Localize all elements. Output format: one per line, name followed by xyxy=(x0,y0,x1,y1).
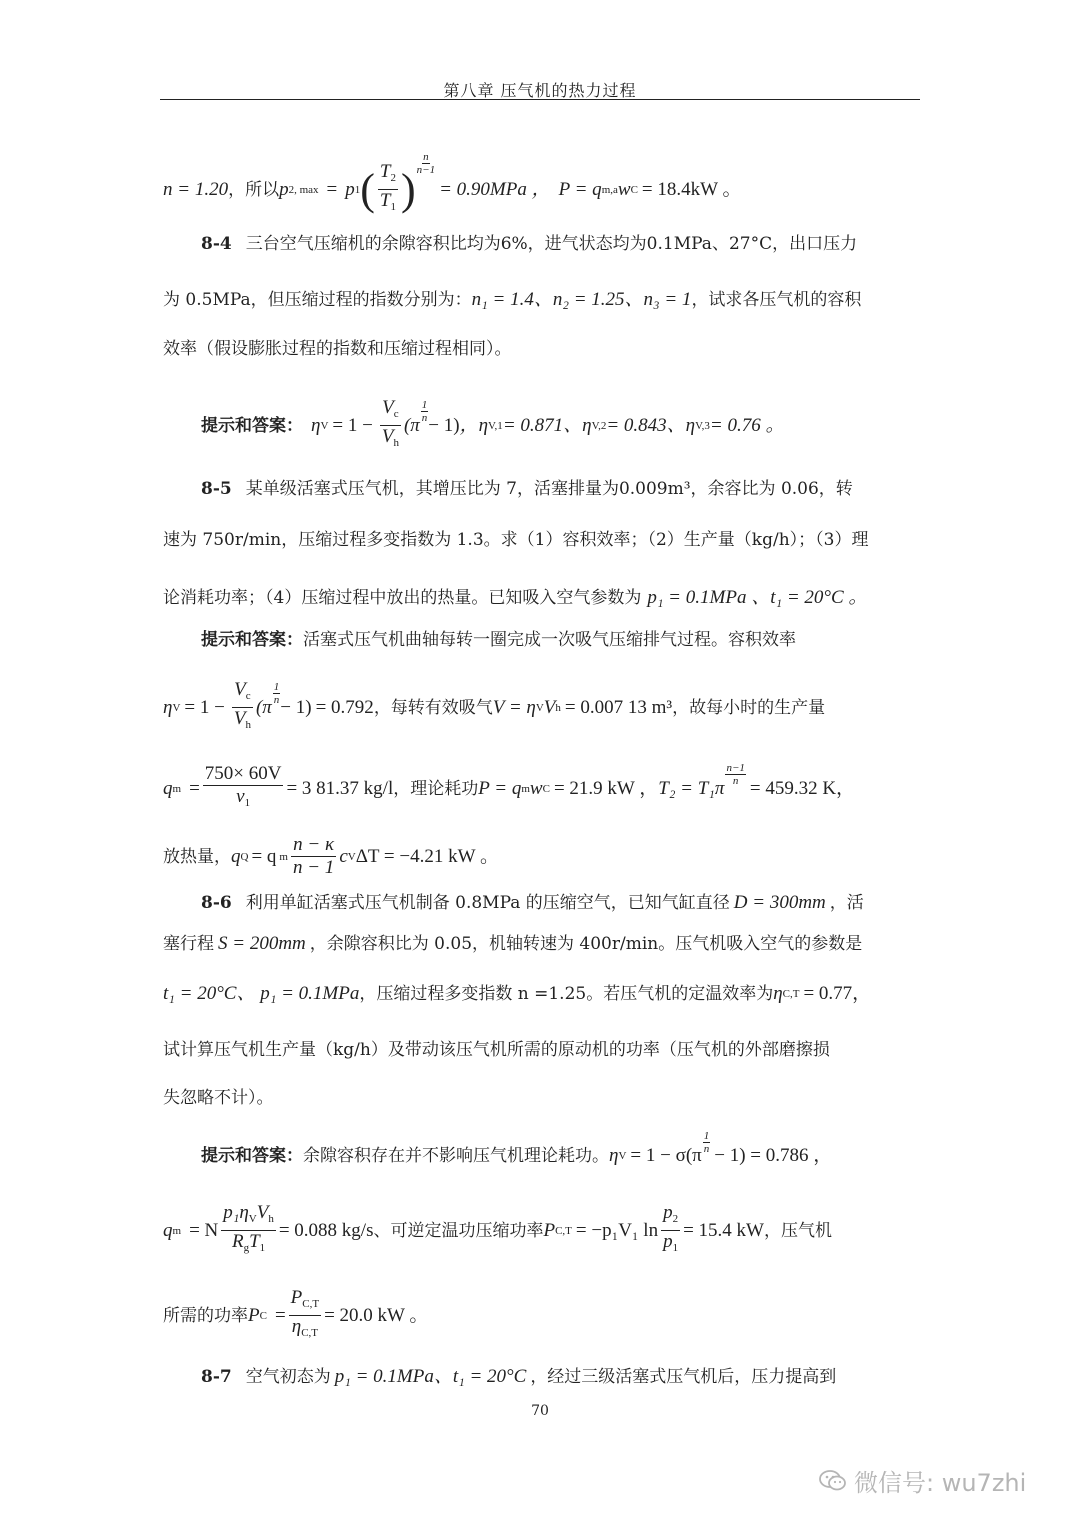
problem-8-5-hint-line-4: 放热量， q Q = q m $\frac{n - \kappa}{n - 1}$ c V ΔT = −4.21 kW 。 xyxy=(163,834,499,878)
problem-8-6-line-1: 8-6 利用单缸活塞式压气机制备 0.8MPa 的压缩空气，已知气缸直径 D = 300mm ，活 xyxy=(163,888,918,918)
wechat-watermark xyxy=(818,1463,1026,1498)
math-eta-v-0786: η V = 1 − σ(π $\frac{1}{n}$ − 1) = 0.786 ， xyxy=(609,1129,833,1166)
math-theoretical-work: P = q m w C = 21.9 kW ， xyxy=(478,777,659,799)
math-n-value: n = 1.20 xyxy=(163,178,229,200)
wechat-icon xyxy=(818,1468,848,1494)
fraction-T2-over-T1: $\frac{T_2}{T_1}$ xyxy=(379,161,396,213)
math-required-power: P C = $\frac{P_{C,T}}{\eta_{C,T}}$ = 20.0 kW 。 xyxy=(248,1287,429,1339)
math-mass-flow: q m = $\frac{750\times 60V}{v_1}$ = 3 81.37 kg/l xyxy=(163,763,394,809)
problem-8-7-line-1: 8-7 空气初态为 p₁ = 0.1MPa、t₁ = 20°C ，经过三级活塞式压气机后，压力提高到 xyxy=(163,1362,918,1392)
problem-number-8-7: 8-7 xyxy=(201,1367,232,1387)
problem-number-8-6: 8-6 xyxy=(201,893,232,913)
exponent-n-over-n-1: $\frac{n}{n-1}$ xyxy=(416,151,436,176)
problem-8-6-line-3: t₁ = 20°C、 p₁ = 0.1MPa ，压缩过程多变指数 n =1.25。若压气机的定温效率为 η C,T = 0.77， xyxy=(163,983,872,1004)
math-exponents: n₁ = 1.4、n₂ = 1.25、n₃ = 1 xyxy=(471,289,692,310)
math-isothermal-power: P C,T = −p₁V₁ ln $\frac{p_2}{p_1}$ = 15.4 kW xyxy=(543,1202,764,1254)
problem-8-5-line-2: 速为 750r/min，压缩过程多变指数为 1.3。求（1）容积效率；（2）生产量（kg/h）；（3）理 xyxy=(163,530,869,550)
math-mass-flow-2: q m = N $\frac{p_1\eta_VV_h}{R_gT_1}$ = 0.088 kg/s xyxy=(163,1202,374,1254)
math-power: P = q m,a w C = 18.4kW 。 xyxy=(558,178,742,200)
problem-8-6-hint-line-3: 所需的功率 P C = $\frac{P_{C,T}}{\eta_{C,T}}$ = 20.0 kW 。 xyxy=(163,1288,918,1343)
problem-8-5-hint-line-1: 提示和答案： 活塞式压气机曲轴每转一圈完成一次吸气压缩排气过程。容积效率 xyxy=(201,630,796,650)
watermark-text: 微信号: wu7zhi xyxy=(854,1469,1027,1497)
math-effective-intake: V = η V V h = 0.007 13 m³ xyxy=(492,696,673,718)
problem-number-8-5: 8-5 xyxy=(201,479,232,499)
problem-8-4-line-1: 8-4 三台空气压缩机的余隙容积比均为6%，进气状态均为0.1MPa、27°C，出口压力 xyxy=(163,229,918,259)
page-number: 70 xyxy=(531,1403,549,1419)
problem-8-6-hint-line-2: q m = N $\frac{p_1\eta_VV_h}{R_gT_1}$ = 0.088 kg/s 、可逆定温功压缩功率 P C,T = −p₁V₁ ln $\frac{p_2}{p_1}$ = 15.4 kW ，压气机 xyxy=(163,1203,918,1258)
problem-8-5-hint-line-2: η V = 1 − $\frac{V_c}{V_h}$ (π $\frac{1}{n}$ − 1) = 0.792 ，每转有效吸气 V = η V V h = 0.007 13 m³ ，故每小时的生产量 xyxy=(163,680,918,735)
math-eta-values: ，η V,1 = 0.871、η V,2 = 0.843、η V,3 = 0.76 。 xyxy=(459,414,785,436)
math-heat-release: q Q = q m $\frac{n - \kappa}{n - 1}$ c V ΔT = −4.21 kW 。 xyxy=(231,834,499,878)
problem-8-5-line-3: 论消耗功率；（4）压缩过程中放出的热量。已知吸入空气参数为 p₁ = 0.1MPa 、t₁ = 20°C 。 xyxy=(163,583,918,613)
problem-8-6-line-5: 失忽略不计）。 xyxy=(163,1088,274,1108)
problem-8-4-line-2: 为 0.5MPa，但压缩过程的指数分别为： n₁ = 1.4、n₂ = 1.25、n₃ = 1 ，试求各压气机的容积 xyxy=(163,285,918,315)
problem-number-8-4: 8-4 xyxy=(201,234,232,254)
text-therefore: ，所以 xyxy=(228,179,280,200)
math-intake-params: p₁ = 0.1MPa 、t₁ = 20°C 。 xyxy=(647,587,868,608)
formula-line-p2max xyxy=(163,151,918,217)
problem-8-6-line-2: 塞行程 S = 200mm ，余隙容积比为 0.05，机轴转速为 400r/min。压气机吸入空气的参数是 xyxy=(163,933,863,954)
problem-8-6-line-4: 试计算压气机生产量（kg/h）及带动该压气机所需的原动机的功率（压气机的外部磨擦损 xyxy=(163,1040,830,1060)
problem-8-5-line-1: 8-5 某单级活塞式压气机，其增压比为 7，活塞排量为0.009m³，余容比为 0.06，转 xyxy=(163,474,918,504)
math-T2: T₂ = T₁π $\frac{n-1}{n}$ = 459.32 K， xyxy=(658,762,856,799)
problem-8-6-hint-line-1: 提示和答案： 余隙容积存在并不影响压气机理论耗功。 η V = 1 − σ(π $\frac{1}{n}$ − 1) = 0.786 ， xyxy=(163,1141,918,1171)
math-p2max-value: = 0.90MPa ， xyxy=(439,178,551,200)
math-p2max: p 2, max = p 1 ( $\frac{T_2}{T_1}$ ) $\frac{n}{n-1}$ xyxy=(279,162,435,217)
page-header: 第八章 压气机的热力过程 xyxy=(443,81,637,100)
problem-8-4-line-3: 效率（假设膨胀过程的指数和压缩过程相同）。 xyxy=(163,339,512,359)
problem-8-5-hint-line-3: q m = $\frac{750\times 60V}{v_1}$ = 3 81.37 kg/l ，理论耗功 P = q m w C = 21.9 kW ， T₂ = T₁π $\frac{n-1}{n}$ = 459.32 K， xyxy=(163,764,918,813)
math-volumetric-efficiency: η V = 1 − $\frac{V_c}{V_h}$ (π $\frac{1}{n}$ − 1) xyxy=(311,397,460,449)
header-divider xyxy=(160,99,920,100)
math-eta-v-0792: η V = 1 − $\frac{V_c}{V_h}$ (π $\frac{1}{n}$ − 1) = 0.792 xyxy=(163,679,374,731)
problem-8-4-answer xyxy=(163,398,918,453)
hint-label: 提示和答案： xyxy=(201,415,303,436)
